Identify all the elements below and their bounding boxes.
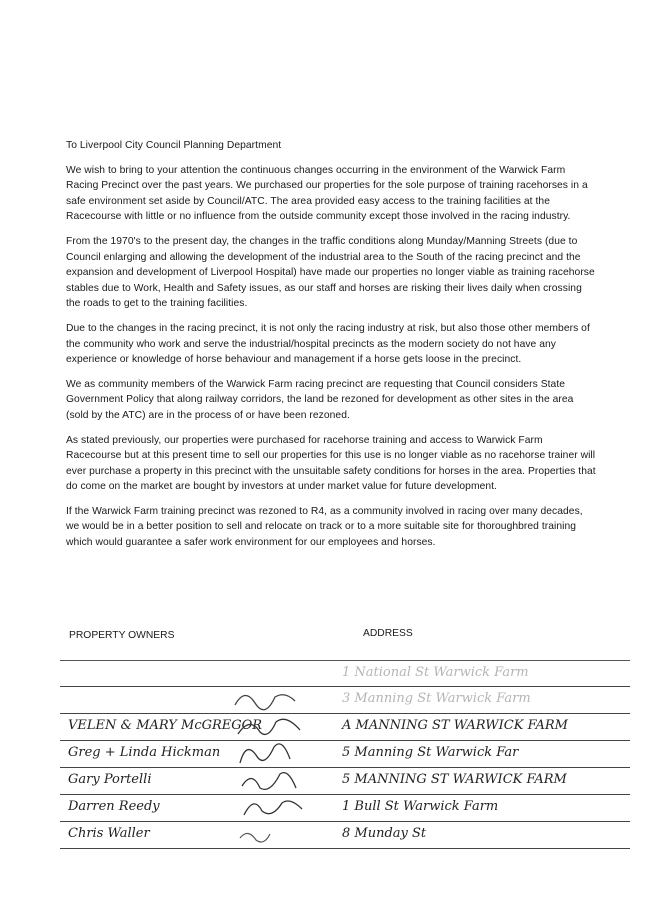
table-row (60, 687, 630, 714)
signature-scribble (230, 685, 310, 715)
signature-scribble (230, 793, 310, 823)
table-row (60, 660, 630, 687)
owner-address: 5 MANNING ST WARWICK FARM (342, 772, 567, 787)
signature-scribble (230, 712, 310, 742)
owner-name: Chris Waller (68, 826, 150, 841)
salutation: To Liverpool City Council Planning Department (66, 140, 282, 151)
owner-address: 1 Bull St Warwick Farm (342, 799, 499, 814)
signature-scribble (230, 820, 310, 850)
signature-scribble (230, 766, 310, 796)
owner-address: A MANNING ST WARWICK FARM (342, 718, 568, 733)
paragraph: As stated previously, our properties were purchased for racehorse training and access to Warwick Farm Racecourse but at this present time to sell our properties for this use is no longer viable as no racehorse trainer will ever purchase a property in this precinct with the unsuitable safety conditions for horses in the area. Properties that do come on the market are bought by investors at under market value for future development. (66, 434, 596, 493)
property-owners-header: PROPERTY OWNERS (69, 630, 175, 641)
signature-scribble (230, 739, 310, 769)
address-header: ADDRESS (363, 628, 413, 639)
paragraph: Due to the changes in the racing precinct, it is not only the racing industry at risk, but also those other members of the community who work and serve the industrial/hospital precincts as the modern society do not have any experience or knowledge of horse behaviour and management if a horse gets loose in the precinct. (66, 322, 590, 366)
owner-address: 5 Manning St Warwick Far (342, 745, 519, 760)
owner-name: VELEN & MARY McGREGOR (68, 718, 263, 733)
owner-name: Darren Reedy (68, 799, 160, 814)
paragraph: If the Warwick Farm training precinct was rezoned to R4, as a community involved in racing over many decades, we would be in a better position to sell and relocate on track or to a more suitable site for thoroughbred training which would guarantee a safer work environment for our employees and horses. (66, 505, 583, 549)
owner-address: 8 Munday St (342, 826, 427, 841)
paragraph: We as community members of the Warwick Farm racing precinct are requesting that Council considers State Government Policy that along railway corridors, the land be rezoned for development as other sites in the area (sold by the ATC) are in the process of or have been rezoned. (66, 378, 574, 421)
table-row (60, 822, 630, 849)
owner-address: 1 National St Warwick Farm (342, 665, 529, 680)
signature-table (60, 660, 630, 849)
owner-address: 3 Manning St Warwick Farm (342, 691, 531, 706)
paragraph: We wish to bring to your attention the continuous changes occurring in the environment of the Warwick Farm Racing Precinct over the past years. We purchased our properties for the sole purpose of training racehorses in a safe environment set aside by Council/ATC. The area provided easy access to the training facilities at the Racecourse with little or no influence from the outside community except those involved in the racing industry. (66, 164, 588, 223)
owner-name: Greg + Linda Hickman (68, 745, 221, 760)
table-row (60, 714, 630, 741)
letter-body (66, 138, 596, 560)
table-row (60, 741, 630, 768)
owner-name: Gary Portelli (68, 772, 152, 787)
table-row (60, 768, 630, 795)
paragraph: From the 1970's to the present day, the changes in the traffic conditions along Munday/Manning Streets (due to Council enlarging and allowing the development of the industrial area to the South of the racing precinct and the expansion and development of Liverpool Hospital) have made our properties no longer viable as training racehorse stables due to Work, Health and Safety issues, as our staff and horses are risking their lives daily when crossing the roads to get to the training facilities. (66, 235, 595, 310)
table-row (60, 795, 630, 822)
